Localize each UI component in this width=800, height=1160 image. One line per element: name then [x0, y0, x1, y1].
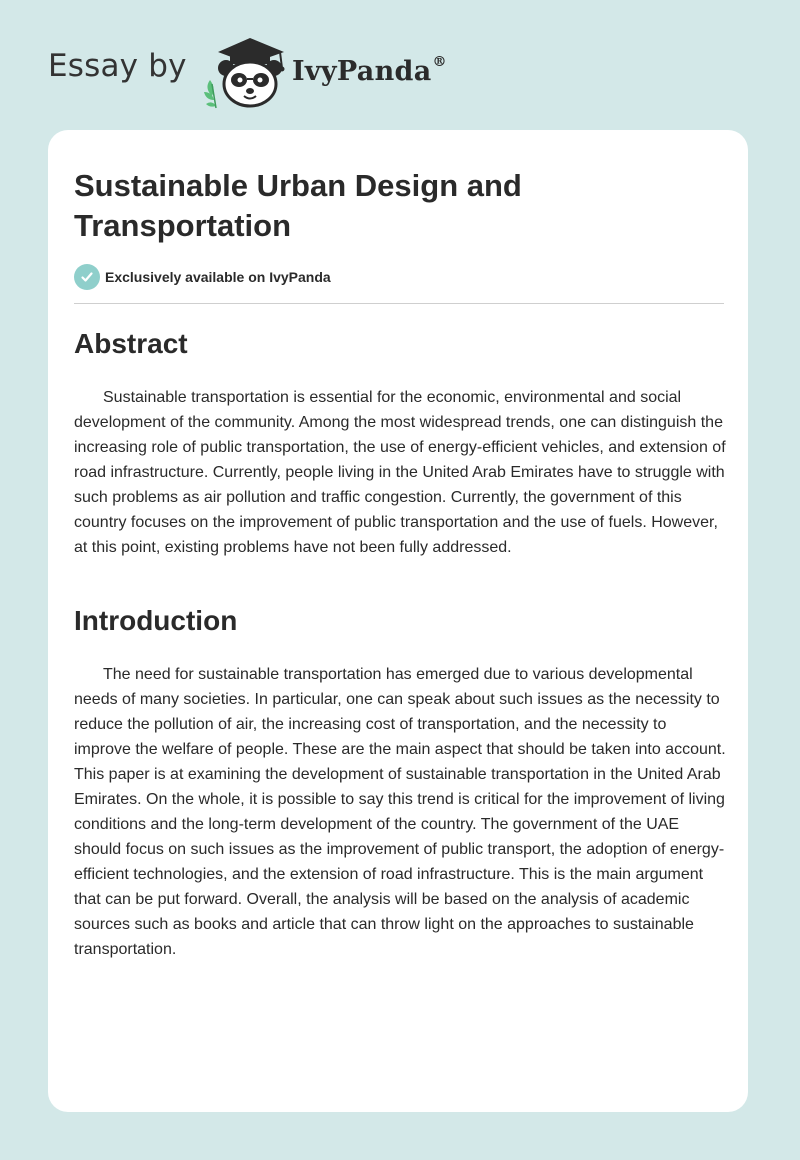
- exclusive-badge-label: Exclusively available on IvyPanda: [105, 269, 331, 285]
- panda-graduate-icon[interactable]: [200, 34, 292, 110]
- section-body-abstract: Sustainable transportation is essential for the economic, environmental and social development of the community. Among the most widespread trends, one can distinguish the increasing role of public transportation, the use of energy-efficient vehicles, and extension of road infrastructure. Currently, people living in the United Arab Emirates have to struggle with such problems as air pollution and traffic congestion. Currently, the government of this country focuses on the improvement of public transportation and the use of fuels. However, at this point, existing problems have not been fully addressed.: [74, 389, 726, 556]
- essay-by-label: Essay by: [48, 48, 187, 84]
- section-body-introduction: The need for sustainable transportation has emerged due to various developmental needs of many societies. In particular, one can speak about such issues as the necessity to reduce the pollution of air, the increasing cost of transportation, and the necessity to improve the welfare of people. These are the main aspect that should be taken into account. This paper is at examining the development of sustainable transportation in the United Arab Emirates. On the whole, it is possible to say this trend is critical for the improvement of living conditions and the long-term development of the country. The government of the UAE should focus on such issues as the improvement of public transport, the adoption of energy-efficient technologies, and the extension of road infrastructure. This is the main argument that can be put forward. Overall, the analysis will be based on the analysis of academic sources such as books and article that can throw light on the approaches to sustainable transportation.: [74, 666, 726, 958]
- section-heading-abstract: Abstract: [74, 328, 188, 359]
- section-heading-introduction: Introduction: [74, 605, 238, 636]
- essay-title: Sustainable Urban Design and Transportation: [74, 168, 522, 243]
- exclusive-badge: [74, 264, 331, 290]
- registered-mark: ®: [432, 54, 447, 70]
- brand-text: IvyPanda: [292, 56, 432, 87]
- essay-card: [48, 130, 748, 1112]
- site-header: [48, 30, 548, 110]
- check-circle-icon: [74, 264, 100, 290]
- brand-name[interactable]: [292, 56, 447, 87]
- divider: [74, 303, 724, 304]
